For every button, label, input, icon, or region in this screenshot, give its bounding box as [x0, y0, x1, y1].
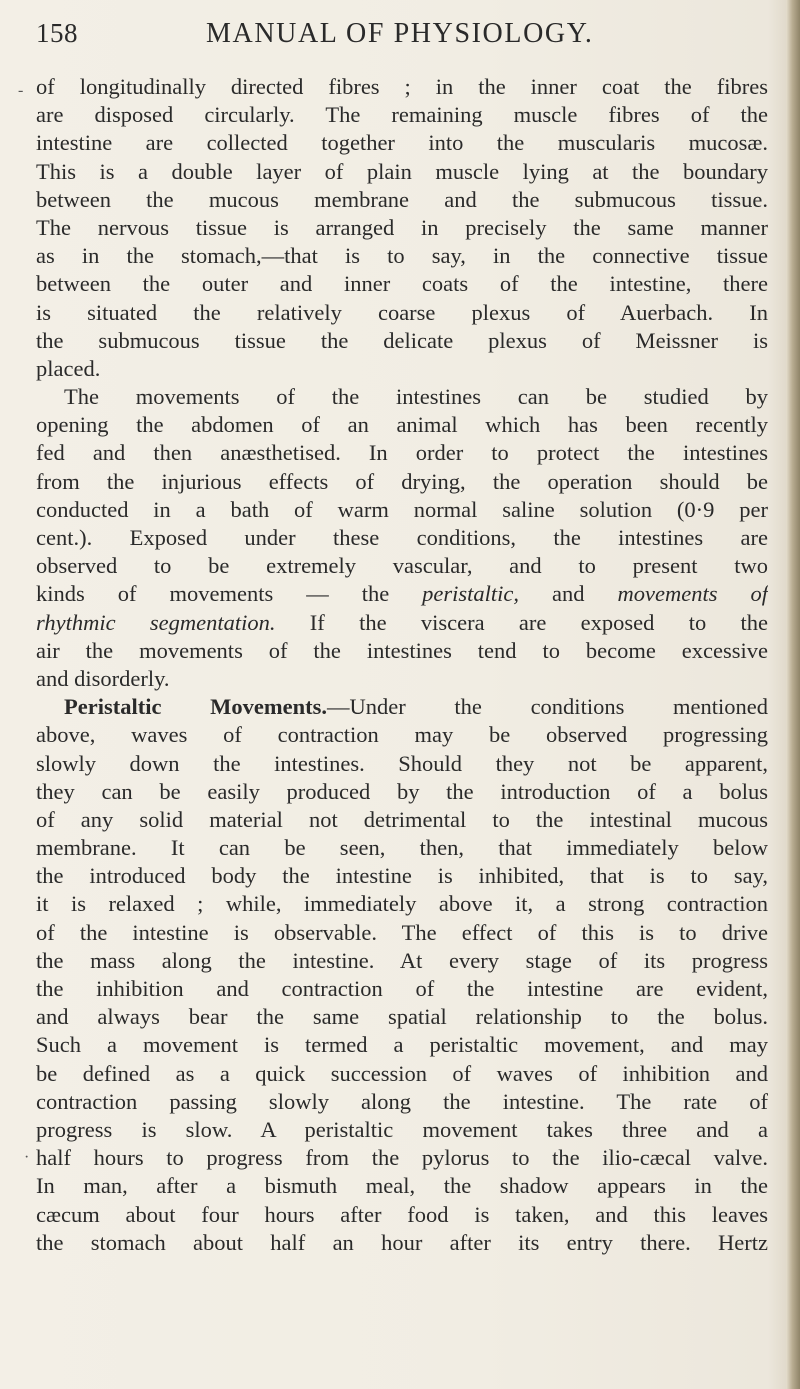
text-line: kinds of movements — the peristaltic, and movements of — [36, 581, 768, 607]
text-line: of the intestine is observable. The effect of this is to drive — [36, 919, 768, 945]
text-line: In man, after a bismuth meal, the shadow appears in the — [36, 1173, 768, 1199]
text-line: of any solid material not detrimental to the intestinal mucous — [36, 806, 768, 832]
text-line: The movements of the intestines can be studied by — [64, 384, 768, 410]
page-edge — [786, 0, 800, 1389]
text-line: of longitudinally directed fibres ; in the inner coat the fibres — [36, 74, 768, 99]
text-line: rhythmic segmentation. If the viscera are exposed to the — [36, 609, 768, 635]
text-line: the introduced body the intestine is inhibited, that is to say, — [36, 863, 768, 889]
text-line: cent.). Exposed under these conditions, the intestines are — [36, 525, 768, 550]
text-line: they can be easily produced by the introduction of a bolus — [36, 778, 768, 804]
text-line: and always bear the same spatial relationship to the bolus. — [36, 1004, 768, 1030]
text-line: This is a double layer of plain muscle lying at the boundary — [36, 158, 768, 184]
text-line: from the injurious effects of drying, the operation should be — [36, 468, 768, 494]
text-line: fed and then anæsthetised. In order to protect the intestines — [36, 440, 768, 466]
text-line: the submucous tissue the delicate plexus of Meissner is — [36, 327, 768, 353]
text-line: Peristaltic Movements.—Under the conditions mentioned — [64, 694, 768, 720]
text-line: slowly down the intestines. Should they not be apparent, — [36, 750, 768, 776]
text-line: The nervous tissue is arranged in precisely the same manner — [36, 214, 768, 240]
text-line: placed. — [36, 355, 101, 381]
text-line: Such a movement is termed a peristaltic movement, and may — [36, 1032, 768, 1058]
body-text — [36, 73, 768, 1257]
text-line: the mass along the intestine. At every stage of its progress — [36, 947, 768, 973]
margin-dot-mark: · — [24, 1149, 30, 1166]
text-line: as in the stomach,—that is to say, in the connective tissue — [36, 243, 768, 269]
text-line: intestine are collected together into the muscularis mucosæ. — [36, 130, 768, 156]
text-line: air the movements of the intestines tend to become excessive — [36, 637, 768, 663]
text-line: the stomach about half an hour after its entry there. Hertz — [36, 1229, 768, 1255]
text-line: between the outer and inner coats of the intestine, there — [36, 271, 768, 297]
text-line: and disorderly. — [36, 665, 170, 691]
text-line: observed to be extremely vascular, and to present two — [36, 553, 768, 579]
text-line: cæcum about four hours after food is taken, and this leaves — [36, 1201, 768, 1227]
text-line: conducted in a bath of warm normal saline solution (0·9 per — [36, 496, 768, 522]
text-line: membrane. It can be seen, then, that immediately below — [36, 835, 768, 861]
text-line: contraction passing slowly along the intestine. The rate of — [36, 1088, 768, 1114]
text-line: be defined as a quick succession of waves of inhibition and — [36, 1060, 768, 1086]
running-head: MANUAL OF PHYSIOLOGY. — [206, 18, 594, 49]
text-line: it is relaxed ; while, immediately above it, a strong contraction — [36, 891, 768, 917]
margin-dash-mark: - — [18, 82, 24, 99]
text-line: half hours to progress from the pylorus to the ilio-cæcal valve. — [36, 1145, 768, 1171]
text-line: between the mucous membrane and the submucous tissue. — [36, 186, 768, 212]
text-line: the inhibition and contraction of the intestine are evident, — [36, 976, 768, 1001]
page-header — [36, 14, 756, 54]
page-number: 158 — [36, 18, 78, 48]
text-line: progress is slow. A peristaltic movement takes three and a — [36, 1116, 768, 1142]
text-line: are disposed circularly. The remaining muscle fibres of the — [36, 102, 768, 128]
text-line: above, waves of contraction may be observed progressing — [36, 722, 768, 748]
text-line: is situated the relatively coarse plexus of Auerbach. In — [36, 299, 768, 325]
text-line: opening the abdomen of an animal which has been recently — [36, 412, 768, 438]
